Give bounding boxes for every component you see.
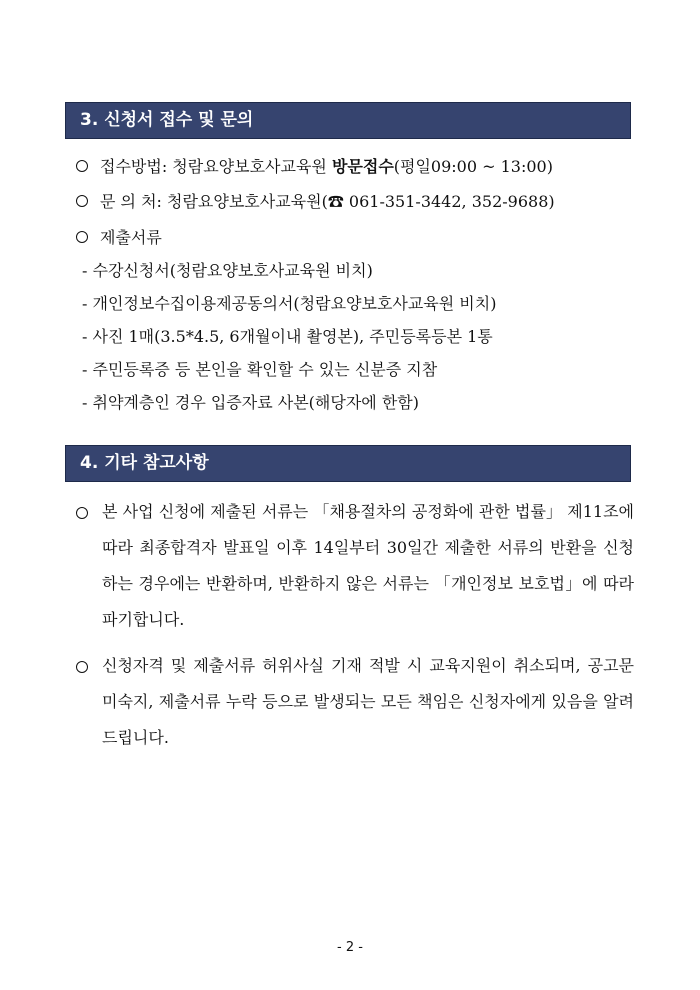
contact-label: 문 의 처: 청람요양보호사교육원(: [100, 192, 328, 211]
bullet-icon: [76, 507, 88, 519]
bullet-icon: [76, 195, 88, 207]
document-item: - 수강신청서(청람요양보호사교육원 비치): [82, 261, 373, 280]
document-item: - 취약계층인 경우 입증자료 사본(해당자에 한함): [82, 393, 419, 412]
telephone-icon: ☎: [327, 192, 349, 211]
section-4-header: 4. 기타 참고사항: [65, 445, 631, 482]
document-item: - 주민등록증 등 본인을 확인할 수 있는 신분증 지참: [82, 360, 438, 379]
documents-label: [76, 228, 162, 248]
notice-text: 신청자격 및 제출서류 허위사실 기재 적발 시 교육지원이 취소되며, 공고문 미숙지, 제출서류 누락 등으로 발생되는 모든 책임은 신청자에게 있음을 알려드립니다.: [102, 656, 634, 747]
contact: [76, 192, 555, 212]
documents-label-text: 제출서류: [100, 228, 162, 247]
section-3-header: 3. 신청서 접수 및 문의: [65, 102, 631, 139]
document-item: - 개인정보수집이용제공동의서(청람요양보호사교육원 비치): [82, 294, 497, 313]
document-item: - 사진 1매(3.5*4.5, 6개월이내 촬영본), 주민등록등본 1통: [82, 327, 493, 346]
contact-phone: 061-351-3442, 352-9688): [348, 192, 555, 211]
bullet-icon: [76, 160, 88, 172]
notice-text: 본 사업 신청에 제출된 서류는 「채용절차의 공정화에 관한 법률」 제11조에 따라 최종합격자 발표일 이후 14일부터 30일간 제출한 서류의 반환을 신청하는 경우에는 반환하며, 반환하지 않은 서류는 「개인정보 보호법」에 따라 파기합니다.: [102, 502, 634, 629]
bullet-icon: [76, 661, 88, 673]
reception-hours: (평일09:00 ~ 13:00): [393, 157, 553, 176]
page-number: - 2 -: [337, 940, 363, 955]
reception-bold: 방문접수: [331, 157, 394, 176]
bullet-icon: [76, 231, 88, 243]
reception-label: 접수방법: 청람요양보호사교육원: [100, 157, 332, 176]
reception-method: [76, 157, 553, 177]
